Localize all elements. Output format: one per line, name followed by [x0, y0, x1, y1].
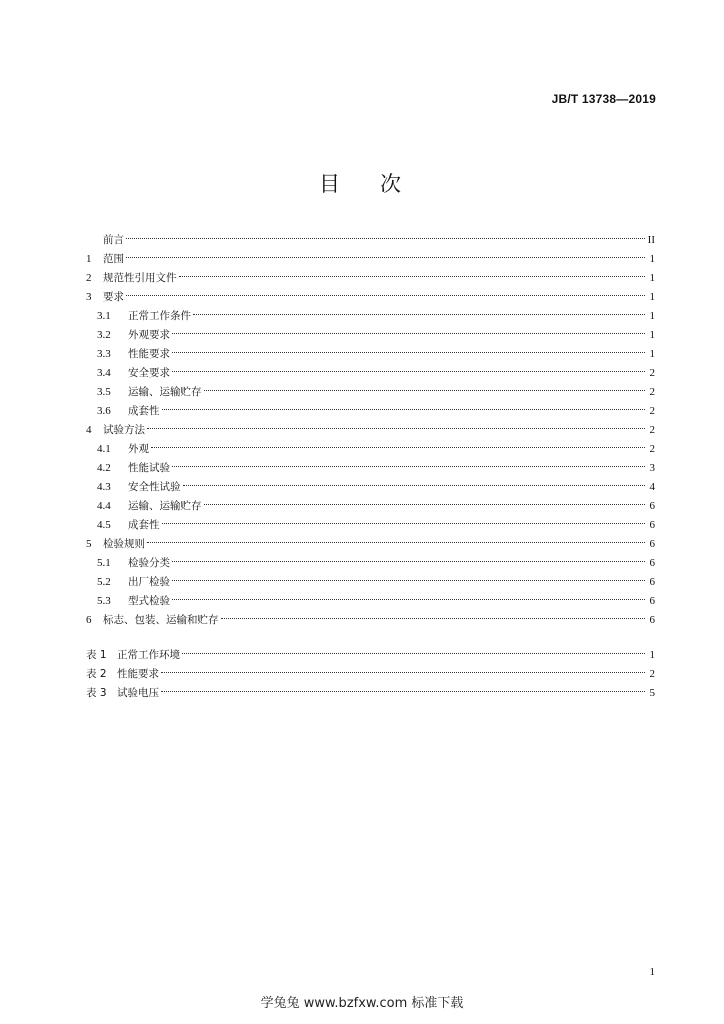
dot-leader — [183, 485, 646, 486]
toc-item-number: 5.2 — [97, 576, 111, 588]
toc-item[interactable] — [86, 478, 655, 497]
toc-item-number: 4.4 — [97, 500, 111, 512]
toc-item-number: 1 — [86, 253, 92, 265]
toc-item-page: 1 — [649, 310, 655, 322]
dot-leader — [147, 542, 645, 543]
toc-item-page: II — [647, 234, 655, 246]
toc-item[interactable] — [86, 535, 655, 554]
toc-item[interactable] — [86, 326, 655, 345]
toc-item-page: 1 — [649, 291, 655, 303]
toc-item-number: 3.4 — [97, 367, 111, 379]
table-list-item-page: 1 — [649, 649, 655, 661]
toc-item[interactable] — [86, 554, 655, 573]
toc-item-label: 成套性 — [128, 405, 160, 417]
dot-leader — [172, 599, 645, 600]
dot-leader — [126, 238, 645, 239]
table-list-item-label: 表 2 性能要求 — [86, 668, 160, 680]
toc-item-number: 3.2 — [97, 329, 111, 341]
toc-item-number: 4.2 — [97, 462, 111, 474]
toc-item[interactable] — [86, 611, 655, 630]
table-list-item-page: 5 — [649, 687, 655, 699]
toc-item-label: 运输、运输贮存 — [128, 500, 202, 512]
toc-item-page: 1 — [649, 272, 655, 284]
toc-item-number: 3.6 — [97, 405, 111, 417]
toc-item-page: 4 — [649, 481, 655, 493]
toc-item-number: 3.3 — [97, 348, 111, 360]
toc-item-page: 6 — [649, 500, 655, 512]
toc-item[interactable] — [86, 364, 655, 383]
toc-item-number: 4.1 — [97, 443, 111, 455]
toc-item[interactable] — [86, 231, 655, 250]
dot-leader — [193, 314, 645, 315]
toc-item-number: 5.3 — [97, 595, 111, 607]
toc-item-number: 3.1 — [97, 310, 111, 322]
toc-item[interactable] — [86, 573, 655, 592]
toc-item-label: 前言 — [103, 234, 124, 246]
toc-item-page: 2 — [649, 443, 655, 455]
toc-item-label: 要求 — [103, 291, 124, 303]
page-title: 目次 — [319, 172, 441, 196]
dot-leader — [221, 618, 646, 619]
table-of-contents — [86, 231, 655, 703]
toc-item-label: 范围 — [103, 253, 124, 265]
toc-item-number: 4.3 — [97, 481, 111, 493]
toc-item-label: 检验分类 — [128, 557, 170, 569]
toc-item-label: 外观 — [128, 443, 149, 455]
dot-leader — [126, 295, 645, 296]
toc-item-label: 正常工作条件 — [128, 310, 191, 322]
toc-item-page: 1 — [649, 348, 655, 360]
toc-item-page: 2 — [649, 405, 655, 417]
dot-leader — [172, 371, 645, 372]
toc-item-label: 安全性试验 — [128, 481, 181, 493]
toc-item-page: 2 — [649, 367, 655, 379]
toc-item[interactable] — [86, 269, 655, 288]
toc-item-label: 出厂检验 — [128, 576, 170, 588]
toc-item-page: 6 — [649, 614, 655, 626]
standard-number: JB/T 13738—2019 — [551, 92, 656, 106]
watermark-text: 学兔兔 www.bzfxw.com 标准下载 — [260, 996, 464, 1011]
toc-item[interactable] — [86, 516, 655, 535]
dot-leader — [172, 466, 645, 467]
toc-item-page: 2 — [649, 424, 655, 436]
dot-leader — [182, 653, 645, 654]
toc-item-label: 安全要求 — [128, 367, 170, 379]
toc-item[interactable] — [86, 307, 655, 326]
toc-item[interactable] — [86, 345, 655, 364]
table-list-item[interactable] — [86, 684, 655, 703]
dot-leader — [161, 691, 645, 692]
table-list-item[interactable] — [86, 646, 655, 665]
toc-item-label: 外观要求 — [128, 329, 170, 341]
toc-item[interactable] — [86, 592, 655, 611]
toc-item-page: 1 — [649, 329, 655, 341]
toc-item-page: 6 — [649, 595, 655, 607]
toc-spacer — [86, 630, 655, 646]
toc-item-number: 2 — [86, 272, 92, 284]
toc-entries — [86, 231, 655, 630]
toc-item-label: 性能要求 — [128, 348, 170, 360]
toc-item-number: 4 — [86, 424, 92, 436]
table-list-item-label: 表 1 正常工作环境 — [86, 649, 181, 661]
dot-leader — [204, 504, 646, 505]
dot-leader — [179, 276, 646, 277]
toc-item-number: 6 — [86, 614, 92, 626]
toc-item[interactable] — [86, 288, 655, 307]
tables-list — [86, 646, 655, 703]
dot-leader — [172, 352, 645, 353]
toc-item-page: 6 — [649, 538, 655, 550]
dot-leader — [161, 672, 645, 673]
toc-item-number: 5.1 — [97, 557, 111, 569]
toc-item-page: 3 — [649, 462, 655, 474]
toc-item-number: 3 — [86, 291, 92, 303]
toc-item-page: 2 — [649, 386, 655, 398]
toc-item[interactable] — [86, 383, 655, 402]
table-list-item-page: 2 — [649, 668, 655, 680]
toc-item-label: 标志、包装、运输和贮存 — [103, 614, 219, 626]
dot-leader — [162, 409, 646, 410]
toc-item-page: 6 — [649, 557, 655, 569]
toc-item[interactable] — [86, 250, 655, 269]
dot-leader — [204, 390, 646, 391]
dot-leader — [172, 580, 645, 581]
toc-item[interactable] — [86, 497, 655, 516]
dot-leader — [172, 561, 645, 562]
toc-item-label: 检验规则 — [103, 538, 145, 550]
toc-item[interactable] — [86, 440, 655, 459]
toc-item-label: 试验方法 — [103, 424, 145, 436]
toc-item-number: 3.5 — [97, 386, 111, 398]
dot-leader — [172, 333, 645, 334]
toc-item[interactable] — [86, 421, 655, 440]
toc-item-label: 成套性 — [128, 519, 160, 531]
toc-item-number: 5 — [86, 538, 92, 550]
toc-item-label: 型式检验 — [128, 595, 170, 607]
dot-leader — [147, 428, 645, 429]
toc-item-page: 6 — [649, 576, 655, 588]
dot-leader — [162, 523, 646, 524]
toc-item-page: 6 — [649, 519, 655, 531]
toc-item[interactable] — [86, 402, 655, 421]
table-list-item-label: 表 3 试验电压 — [86, 687, 160, 699]
page-number: 1 — [649, 966, 655, 978]
dot-leader — [126, 257, 645, 258]
table-list-item[interactable] — [86, 665, 655, 684]
dot-leader — [151, 447, 645, 448]
toc-item-number: 4.5 — [97, 519, 111, 531]
toc-item-label: 规范性引用文件 — [103, 272, 177, 284]
toc-item[interactable] — [86, 459, 655, 478]
toc-item-label: 运输、运输贮存 — [128, 386, 202, 398]
toc-item-page: 1 — [649, 253, 655, 265]
toc-item-label: 性能试验 — [128, 462, 170, 474]
